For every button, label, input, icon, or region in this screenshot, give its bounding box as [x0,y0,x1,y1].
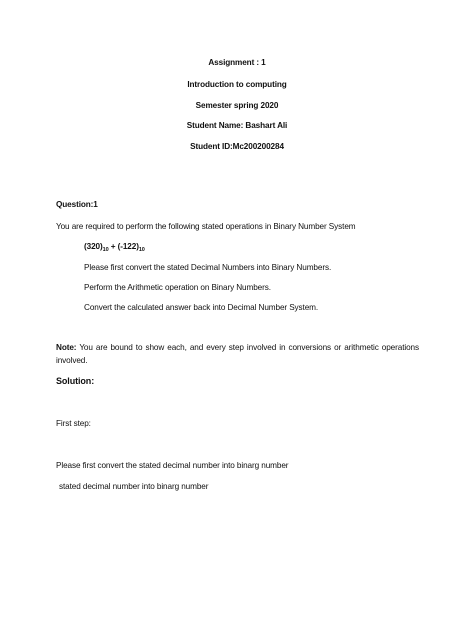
note-text: You are bound to show each, and every step involved in conversions or arithmetic operations involved. [56,343,419,365]
question-heading: Question:1 [56,200,98,209]
first-step-label: First step: [56,419,91,428]
student-name: Student Name: Bashart Ali [186,121,288,130]
step-item: Convert the calculated answer back into Decimal Number System. [84,303,319,312]
semester-line: Semester spring 2020 [195,101,279,110]
course-title: Introduction to computing [187,80,287,89]
assignment-title: Assignment : 1 [208,58,266,67]
student-id: Student ID:Mc200200284 [190,142,284,151]
expression-operand-a: (320) [84,242,103,251]
solution-line: Please first convert the stated decimal number into binarg number [56,461,289,470]
step-item: Please first convert the stated Decimal Numbers into Binary Numbers. [84,263,332,272]
question-instruction: You are required to perform the following stated operations in Binary Number System [56,222,356,231]
question-expression [84,241,145,256]
step-item: Perform the Arithmetic operation on Binary Numbers. [84,283,271,292]
note-paragraph [56,341,419,367]
solution-heading: Solution: [56,376,95,386]
expression-base-b: 10 [138,247,145,253]
note-label: Note: [56,343,77,352]
solution-line: stated decimal number into binarg number [59,482,209,491]
expression-operand-b: + (-122) [108,242,139,251]
expression-base-a: 10 [102,247,109,253]
